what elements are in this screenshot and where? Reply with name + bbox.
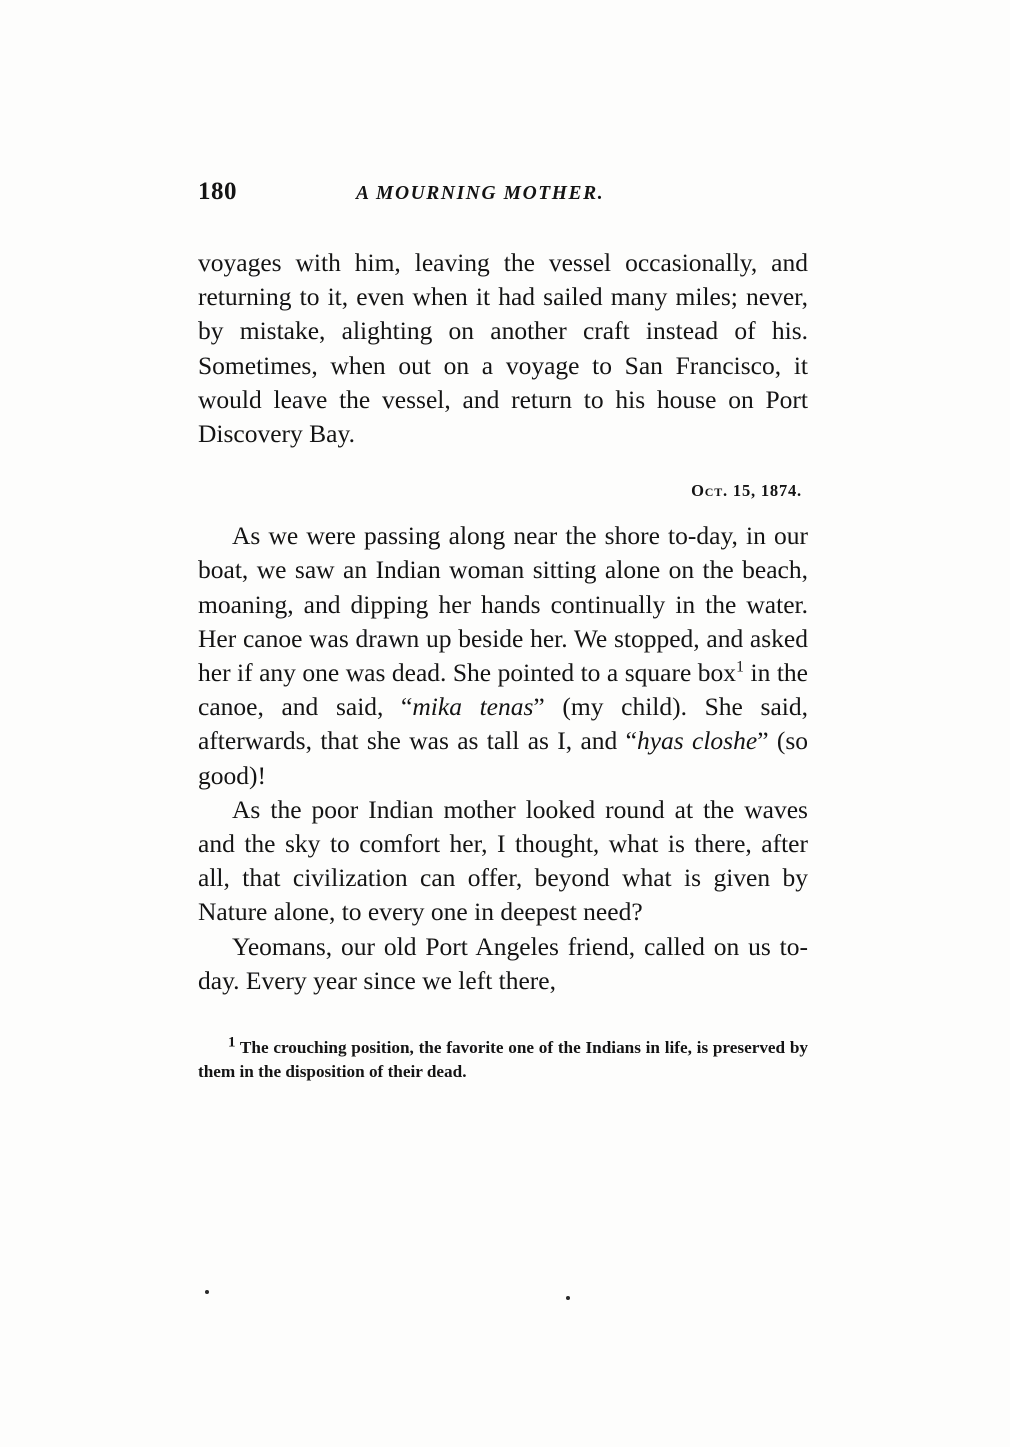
footnote-marker: 1 [228, 1034, 236, 1051]
paragraph-civilization: As the poor Indian mother looked round at the waves and the sky to comfort her, I thought, what is there, after all, that civilization can offer, beyond what is given by Nature alone, to every one in deepest need? [198, 794, 808, 927]
footnote-zone [198, 1036, 808, 1084]
chinook-phrase-hyas-closhe: hyas closhe [636, 726, 758, 756]
running-head [198, 178, 808, 212]
paragraph-continuation: voyages with him, leaving the vessel occasionally, and returning to it, even when it had sailed many miles; never, by mistake, alighting on another craft instead of his. Sometimes, when out on a voyage to San Francisco, it would leave the vessel, and return to his house on Port Discovery Bay. [198, 248, 808, 449]
footnote [198, 1036, 808, 1084]
para-text-c: ” (my child). She said, afterwards, that she was as tall as I, and “ [198, 692, 808, 756]
paragraph-indian-mother [198, 519, 808, 793]
paragraph-yeomans: Yeomans, our old Port Angeles friend, called on us to-day. Every year since we left there, [198, 931, 808, 995]
page-content [198, 178, 808, 1084]
page-speck-left [205, 1290, 209, 1294]
para-text-a: As we were passing along near the shore to-day, in our boat, we saw an Indian woman sitting alone on the beach, moaning, and dipping her hands continually in the water. Her canoe was drawn up beside her. We stopped, and asked her if any one was dead. She pointed to a square box [198, 521, 808, 688]
chinook-phrase-mika-tenas: mika tenas [412, 692, 534, 722]
footnote-reference: 1 [736, 658, 745, 676]
page-speck-center [566, 1296, 570, 1300]
para-text-d: ” (so good)! [198, 726, 809, 790]
para-text-b: in the canoe, and said, “ [198, 658, 808, 722]
section-gap [198, 451, 808, 481]
running-title: A MOURNING MOTHER. [356, 183, 605, 204]
footnote-text: The crouching position, the favorite one of the Indians in life, is preserved by them in the disposition of their dead. [198, 1038, 808, 1082]
page-number: 180 [198, 178, 237, 205]
entry-datestamp: Oct. 15, 1874. [691, 481, 802, 501]
